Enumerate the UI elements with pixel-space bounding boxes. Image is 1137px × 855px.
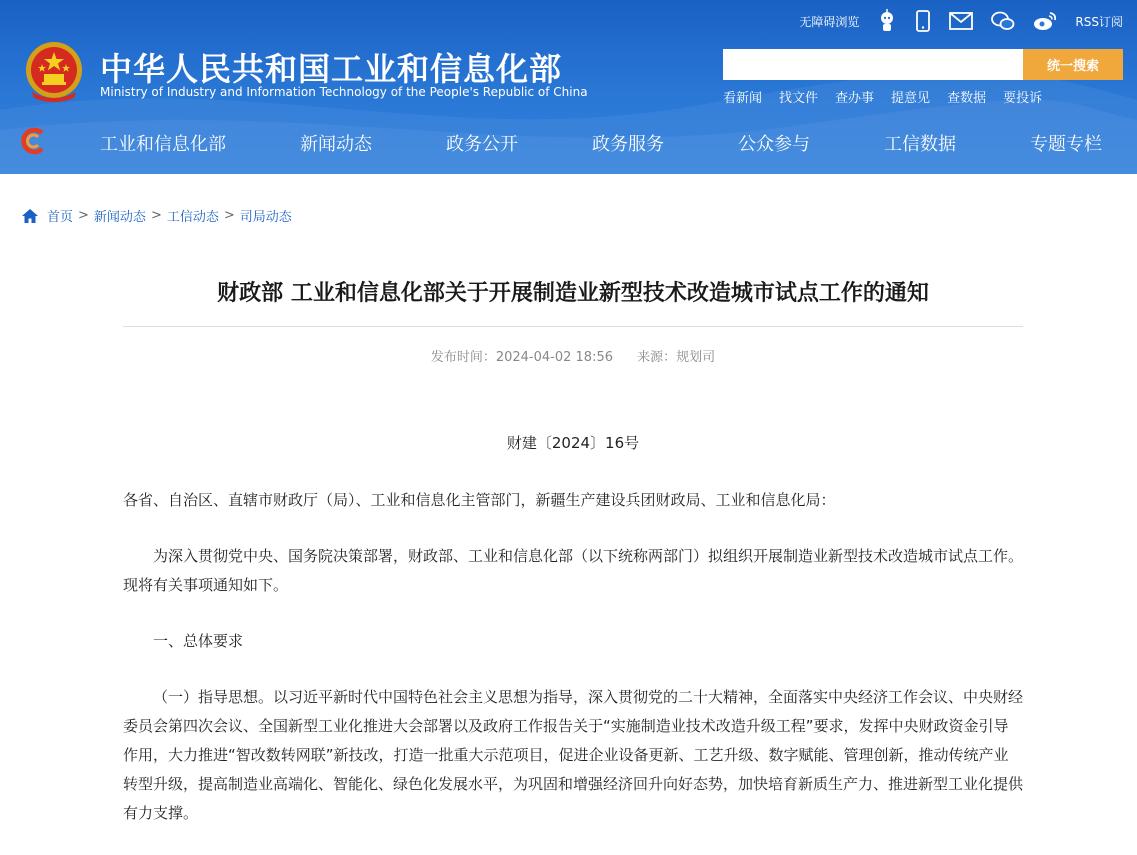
quick-link-feedback[interactable]: 提意见 bbox=[891, 91, 931, 106]
nav-item-government-services[interactable]: 政务服务 bbox=[592, 134, 664, 155]
nav-item-special-topics[interactable]: 专题专栏 bbox=[1030, 134, 1102, 155]
search-bar bbox=[723, 49, 1123, 80]
paragraph-guiding-thought: （一）指导思想。以习近平新时代中国特色社会主义思想为指导，深入贯彻党的二十大精神，全面落实中央经济工作会议、中央财经委员会第四次会议、全国新型工业化推进大会部署以及政府工作报告关于“实施制造业技术改造升级工程”要求，发挥中央财政资金引导作用，大力推进“智改数转网联”新技改，打造一批重大示范项目，促进企业设备更新、工艺升级、数字赋能、管理创新，推动传统产业转型升级，提高制造业高端化、智能化、绿色化发展水平，为巩固和增强经济回升向好态势，加快培育新质生产力、推进新型工业化提供有力支撑。 bbox=[123, 688, 1024, 822]
article-meta bbox=[123, 346, 1023, 365]
national-emblem-icon bbox=[22, 40, 86, 104]
breadcrumb-miit-news[interactable]: 工信动态 bbox=[166, 210, 219, 225]
weibo-icon[interactable] bbox=[1033, 8, 1057, 34]
site-subtitle: Ministry of Industry and Information Technology of the People's Republic of China bbox=[100, 85, 588, 99]
main-nav bbox=[0, 124, 1137, 160]
site-header bbox=[0, 0, 1137, 174]
section-heading: 一、总体要求 bbox=[153, 632, 244, 650]
quick-links bbox=[723, 87, 1059, 106]
breadcrumb-home[interactable]: 首页 bbox=[47, 210, 74, 225]
mobile-icon[interactable] bbox=[915, 8, 931, 34]
quick-link-complaint[interactable]: 要投诉 bbox=[1003, 91, 1043, 106]
nav-item-miit[interactable]: 工业和信息化部 bbox=[100, 134, 226, 155]
search-input[interactable] bbox=[723, 49, 1023, 80]
publish-time: 发布时间：2024-04-02 18:56 bbox=[430, 350, 613, 365]
breadcrumb-news[interactable]: 新闻动态 bbox=[93, 210, 146, 225]
breadcrumb-department-news[interactable]: 司局动态 bbox=[239, 210, 292, 225]
nav-item-data[interactable]: 工信数据 bbox=[884, 134, 956, 155]
site-title[interactable]: 中华人民共和国工业和信息化部 bbox=[100, 50, 563, 88]
quick-link-news[interactable]: 看新闻 bbox=[723, 91, 763, 106]
breadcrumb bbox=[22, 206, 292, 225]
paragraph-intro: 为深入贯彻党中央、国务院决策部署，财政部、工业和信息化部（以下统称两部门）拟组织开展制造业新型技术改造城市试点工作。现将有关事项通知如下。 bbox=[123, 547, 1024, 594]
search-button[interactable]: 统一搜索 bbox=[1023, 49, 1123, 80]
article-body bbox=[123, 486, 1023, 855]
nav-item-news[interactable]: 新闻动态 bbox=[300, 134, 372, 155]
article-title: 财政部 工业和信息化部关于开展制造业新型技术改造城市试点工作的通知 bbox=[217, 281, 929, 306]
quick-link-data[interactable]: 查数据 bbox=[947, 91, 987, 106]
breadcrumb-separator: > bbox=[78, 208, 89, 223]
title-divider bbox=[123, 326, 1023, 327]
article-source: 来源：规划司 bbox=[637, 350, 716, 365]
wechat-icon[interactable] bbox=[991, 8, 1015, 34]
paragraph-recipients: 各省、自治区、直辖市财政厅（局）、工业和信息化主管部门，新疆生产建设兵团财政局、工业和信息化局： bbox=[123, 491, 836, 509]
rss-link[interactable]: RSS订阅 bbox=[1075, 14, 1123, 29]
nav-item-public-participation[interactable]: 公众参与 bbox=[738, 134, 810, 155]
accessibility-link[interactable]: 无障碍浏览 bbox=[799, 14, 860, 29]
mail-icon[interactable] bbox=[949, 8, 973, 34]
document-number: 财建〔2024〕16号 bbox=[506, 434, 640, 452]
breadcrumb-separator: > bbox=[150, 208, 162, 223]
breadcrumb-separator: > bbox=[223, 208, 235, 223]
nav-item-government-info[interactable]: 政务公开 bbox=[446, 134, 518, 155]
miit-logo-icon[interactable] bbox=[20, 127, 48, 155]
home-icon[interactable] bbox=[22, 209, 38, 223]
quick-link-services[interactable]: 查办事 bbox=[835, 91, 875, 106]
quick-link-documents[interactable]: 找文件 bbox=[779, 91, 819, 106]
top-links bbox=[781, 8, 1123, 34]
robot-icon[interactable] bbox=[877, 8, 897, 34]
